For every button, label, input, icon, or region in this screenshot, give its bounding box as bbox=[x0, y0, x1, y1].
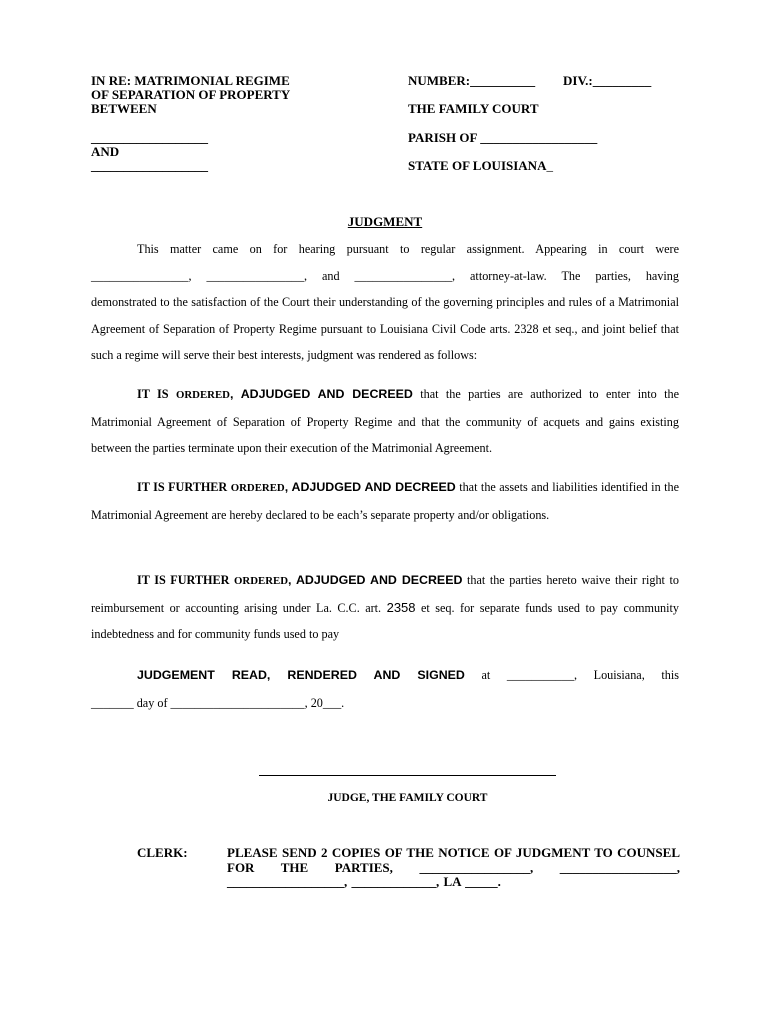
paragraph-hearing bbox=[91, 236, 679, 369]
paragraph-further-reimbursement bbox=[91, 567, 679, 648]
paragraph-further-assets bbox=[91, 474, 679, 528]
waive-lead-ordered: ORDERED bbox=[234, 575, 289, 587]
judge-caption: JUDGE, THE FAMILY COURT bbox=[327, 792, 488, 804]
parish-field[interactable]: PARISH OF __________________ bbox=[408, 130, 598, 145]
clerk-instructions[interactable]: PLEASE SEND 2 COPIES OF THE NOTICE OF JUDGMENT TO COUNSEL FOR THE PARTIES, _________________, __________________, __________________, _____________, LA _____. bbox=[227, 845, 680, 889]
document-title: JUDGMENT bbox=[347, 214, 423, 229]
judge-signature-line[interactable] bbox=[259, 775, 556, 776]
order-text: that the parties are authorized to enter into the Matrimonial Agreement of Separation of Property Regime and that the community of acquets and gains existing between the parties terminate upon their execution of the Matrimonial Agreement. bbox=[91, 387, 679, 455]
signed-text[interactable]: at ___________, Louisiana, this bbox=[464, 668, 679, 682]
order-lead-decreed: , ADJUDGED AND DECREED bbox=[229, 387, 413, 401]
order-lead-is: IT IS bbox=[137, 387, 176, 401]
further-lead-is: IT IS FURTHER bbox=[137, 480, 231, 494]
further-lead-decreed: , ADJUDGED AND DECREED bbox=[284, 480, 456, 494]
hearing-line1: This matter came on for hearing pursuant to regular assignment. Appearing in court were bbox=[137, 242, 679, 256]
waive-text-a: that the parties hereto waive their right to reimbursement or accounting arising under La. C.C. art. bbox=[91, 573, 679, 615]
hearing-line2[interactable]: ________________, ________________, and ________________, attorney-at-law. The parties, having bbox=[91, 268, 679, 283]
waive-lead-is: IT IS FURTHER bbox=[137, 573, 235, 587]
case-number[interactable]: NUMBER:__________ bbox=[408, 73, 536, 88]
caption-left-line1: IN RE: MATRIMONIAL REGIME bbox=[91, 73, 290, 88]
hearing-rest: demonstrated to the satisfaction of the Court their understanding of the governing principles and rules of a Matrimonial Agreement of Separation of Property Regime pursuant to Louisiana Civil Code arts. 2328 et seq., and joint belief that such a regime will serve their best interests, judgment was rendered as follows: bbox=[91, 295, 679, 362]
paragraph-ordered-authorized bbox=[91, 381, 679, 462]
paragraph-signed bbox=[91, 661, 679, 717]
further-text: that the assets and liabilities identified in the Matrimonial Agreement are hereby declared to be each’s separate property and/or obligations. bbox=[91, 480, 679, 522]
caption-left-line2: OF SEPARATION OF PROPERTY bbox=[91, 87, 291, 102]
party-two-blank[interactable]: __________________ bbox=[91, 158, 208, 173]
caption-left-line3: BETWEEN bbox=[91, 101, 157, 116]
clerk-label: CLERK: bbox=[137, 845, 188, 860]
case-division[interactable]: DIV.:_________ bbox=[563, 73, 652, 88]
caption-and: AND bbox=[91, 144, 120, 159]
court-name: THE FAMILY COURT bbox=[408, 101, 539, 116]
order-lead-ordered: ORDERED bbox=[175, 389, 230, 401]
party-one-blank[interactable]: __________________ bbox=[91, 130, 208, 145]
waive-lead-decreed: , ADJUDGED AND DECREED bbox=[288, 573, 463, 587]
state-name: STATE OF LOUISIANA_ bbox=[408, 158, 553, 173]
signed-date-line[interactable]: _______ day of ______________________, 20___. bbox=[91, 696, 345, 710]
further-lead-ordered: ORDERED bbox=[230, 482, 285, 494]
signed-lead: JUDGEMENT READ, RENDERED AND SIGNED bbox=[137, 668, 465, 682]
waive-text-b: et seq. for separate funds used to pay community indebtedness and for community funds used to pay bbox=[91, 600, 680, 641]
article-number: 2358 bbox=[386, 599, 416, 615]
